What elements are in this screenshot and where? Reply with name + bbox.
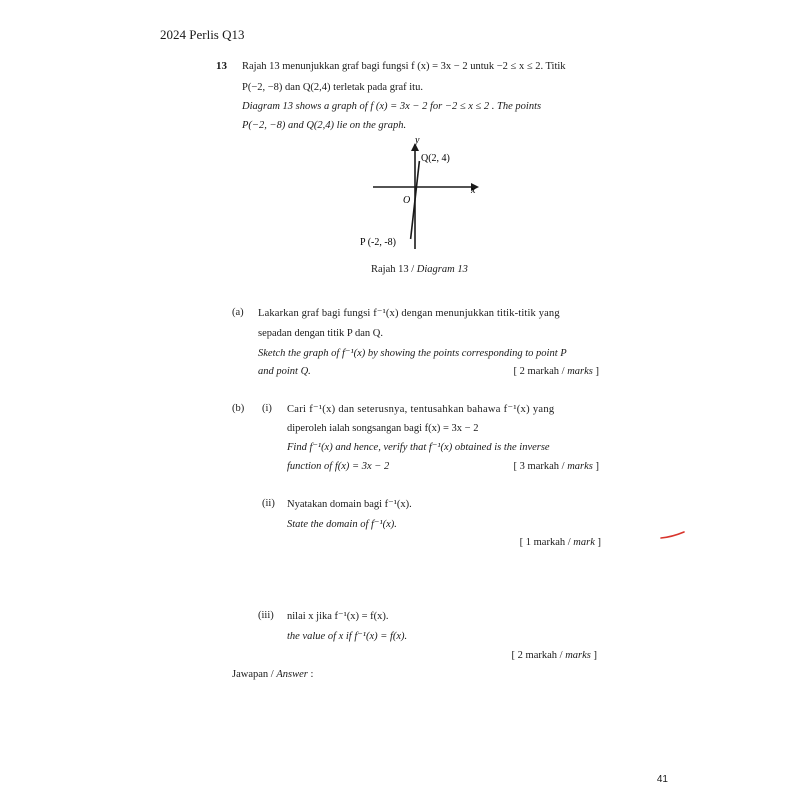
stem-en-line-2: P(−2, −8) and Q(2,4) lie on the graph. [242,120,407,131]
y-axis-label: y [415,135,420,146]
part-b-i-ms-line-2: diperoleh ialah songsangan bagi f(x) = 3x − 2 [287,423,479,434]
marks-ms: [ 2 markah / [513,366,568,377]
answer-en: Answer [276,669,308,680]
part-a-ms-line-2: sepadan dengan titik P dan Q. [258,328,384,339]
caption-ms: Rajah 13 / [371,264,417,275]
part-b-i-label: (i) [262,403,272,414]
marks-en: marks [565,650,591,661]
part-b-iii-label: (iii) [258,610,274,621]
page-number: 41 [656,774,668,785]
stem-en-line-1: Diagram 13 shows a graph of f (x) = 3x − 2 for −2 ≤ x ≤ 2 . The points [242,101,542,112]
x-axis-label: x [471,185,476,196]
part-b-label: (b) [232,403,245,414]
stem-ms-line-2: P(−2, −8) dan Q(2,4) terletak pada graf itu. [242,82,423,93]
point-p-label: P (-2, -8) [360,237,397,248]
question-number: 13 [216,60,227,72]
part-b-ii-en-line: State the domain of f⁻¹(x). [287,519,397,530]
part-a-marks [514,366,599,377]
part-b-ii-ms-line: Nyatakan domain bagi f⁻¹(x). [287,499,412,510]
red-pen-mark [660,530,686,540]
part-a-ms-line-1: Lakarkan graf bagi fungsi f⁻¹(x) dengan menunjukkan titik-titik yang [258,308,560,319]
point-q-label: Q(2, 4) [421,153,450,164]
marks-end: ] [590,650,597,661]
diagram-caption [371,264,468,275]
marks-end: ] [592,461,599,472]
part-a-en-line-1: Sketch the graph of f⁻¹(x) by showing the points corresponding to point P [258,348,567,359]
caption-en: Diagram 13 [416,264,468,275]
part-b-i-en-line-1: Find f⁻¹(x) and hence, verify that f⁻¹(x) obtained is the inverse [287,442,550,453]
part-b-iii-en-line: the value of x if f⁻¹(x) = f(x). [287,631,408,642]
answer-ms: Jawapan / [232,669,277,680]
part-b-i-en-line-2: function of f(x) = 3x − 2 [287,461,390,472]
part-a-label: (a) [232,307,244,318]
marks-end: ] [592,366,599,377]
marks-ms: [ 1 markah / [519,537,574,548]
part-b-iii-ms-line: nilai x jika f⁻¹(x) = f(x). [287,611,389,622]
marks-en: marks [567,366,593,377]
part-b-ii-label: (ii) [262,498,275,509]
answer-end: : [307,669,314,680]
red-pen-stroke [661,532,684,538]
marks-ms: [ 2 markah / [511,650,566,661]
origin-label: O [403,195,411,206]
marks-end: ] [594,537,601,548]
part-b-iii-marks [512,650,597,661]
part-b-ii-marks [520,537,601,548]
marks-ms: [ 3 markah / [513,461,568,472]
stem-ms-line-1: Rajah 13 menunjukkan graf bagi fungsi f (x) = 3x − 2 untuk −2 ≤ x ≤ 2. Titik [242,61,566,72]
page-header: 2024 Perlis Q13 [160,27,245,42]
part-b-i-ms-line-1: Cari f⁻¹(x) dan seterusnya, tentusahkan bahawa f⁻¹(x) yang [287,404,555,415]
marks-en: mark [573,537,595,548]
part-a-en-line-2: and point Q. [258,366,311,377]
part-b-i-marks [514,461,599,472]
answer-label [232,669,313,680]
function-graph [355,135,495,255]
marks-en: marks [567,461,593,472]
